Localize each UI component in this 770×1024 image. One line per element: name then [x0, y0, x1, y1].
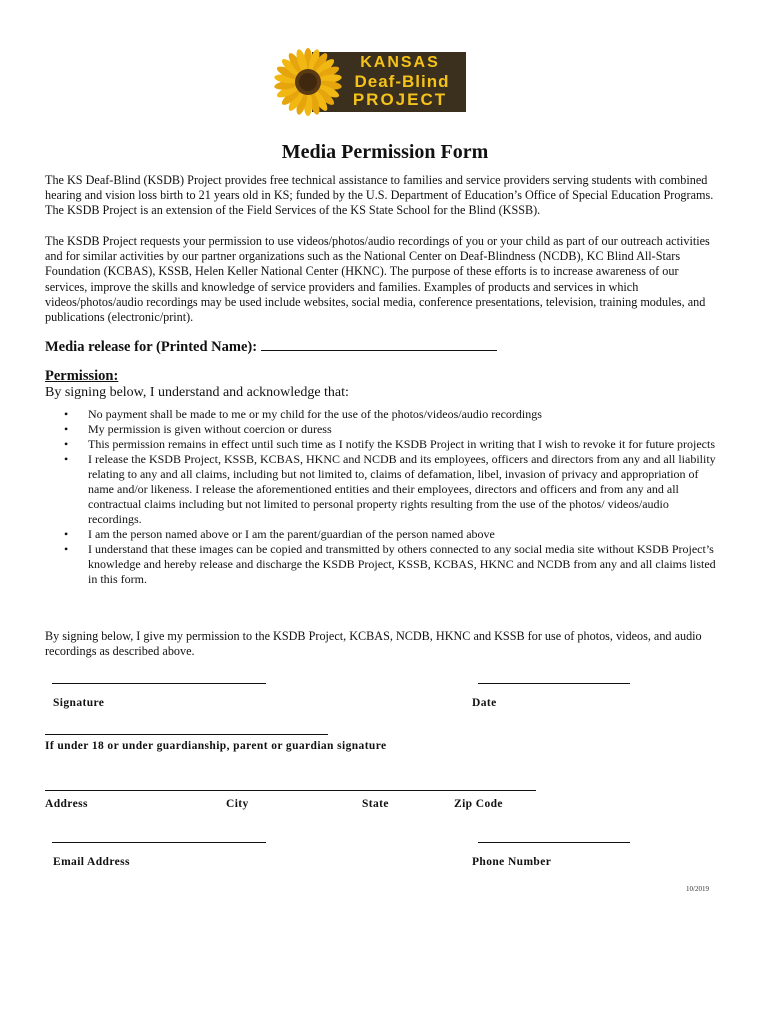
address-line[interactable]: [45, 790, 536, 791]
list-item-text: I release the KSDB Project, KSSB, KCBAS, HKNC and NCDB and its employees, officers and directors from any and all liability relating to any and all claims, including but not limited to, claims of defamation, libel, invasion of privacy and appropriation of name and/or likeness. I release the aforementioned entities and their employees, directors and officers and from any and all contractual claims including but not limited to personal property rights resulting from the use of the photos/ videos/audio recordings.: [88, 452, 716, 526]
list-item-text: I am the person named above or I am the parent/guardian of the person named above: [88, 527, 495, 541]
address-label: Address: [45, 798, 88, 810]
list-item: [45, 437, 725, 452]
email-line[interactable]: [52, 842, 266, 843]
signature-line[interactable]: [52, 683, 266, 684]
page-title: Media Permission Form: [281, 141, 489, 163]
printed-name-field: [45, 338, 497, 356]
ksdb-logo: [272, 46, 466, 118]
phone-line[interactable]: [478, 842, 630, 843]
zip-code-label: Zip Code: [454, 798, 503, 810]
permission-list: [45, 407, 725, 587]
sunflower-icon: [272, 46, 344, 118]
bullet-icon: •: [64, 437, 69, 451]
list-item-text: No payment shall be made to me or my child for the use of the photos/videos/audio recordings: [88, 407, 542, 421]
list-item: [45, 422, 725, 437]
city-label: City: [226, 798, 249, 810]
bullet-icon: •: [64, 422, 69, 436]
logo-line-kansas: KANSAS: [360, 54, 440, 71]
list-item-text: This permission remains in effect until such time as I notify the KSDB Project in writing that I wish to revoke it for future projects: [88, 437, 715, 451]
list-item: [45, 407, 725, 422]
signature-label: Signature: [53, 697, 105, 709]
phone-label: Phone Number: [472, 856, 552, 868]
logo-line-project: PROJECT: [352, 90, 448, 109]
bullet-icon: •: [64, 542, 69, 556]
printed-name-input-line[interactable]: [261, 338, 497, 351]
logo-line-deaf-blind: Deaf-Blind: [354, 72, 450, 91]
request-paragraph: The KSDB Project requests your permission to use videos/photos/audio recordings of you or your child as part of our outreach activities and for similar activities by our partner organizations such as the National Center on Deaf-Blindness (NCDB), KC Blind All-Stars Foundation (KCBAS), KSSB, Helen Keller National Center (HKNC). The purpose of these efforts is to increase awareness of our services, improve the skills and knowledge of service providers and families. Examples of products and services in which videos/photos/audio recordings may be used include websites, social media, conference presentations, television, training modules, and publications (electronic/print).: [45, 234, 710, 325]
intro-paragraph: The KS Deaf-Blind (KSDB) Project provides free technical assistance to families and service providers serving students with combined hearing and vision loss birth to 21 years old in KS; funded by the U.S. Department of Education’s Office of Special Education Programs. The KSDB Project is an extension of the Field Services of the KS State School for the Blind (KSSB).: [45, 173, 714, 218]
date-line[interactable]: [478, 683, 630, 684]
revision-date: 10/2019: [686, 885, 709, 893]
date-label: Date: [472, 697, 497, 709]
list-item: [45, 527, 725, 542]
list-item: [45, 542, 725, 587]
bullet-icon: •: [64, 527, 69, 541]
printed-name-label: Media release for (Printed Name):: [45, 339, 258, 355]
state-label: State: [362, 798, 389, 810]
permission-heading: Permission:: [45, 368, 119, 384]
closing-paragraph: By signing below, I give my permission to the KSDB Project, KCBAS, NCDB, HKNC and KSSB for use of photos, videos, and audio recordings as described above.: [45, 629, 702, 659]
bullet-icon: •: [64, 407, 69, 421]
list-item-text: I understand that these images can be copied and transmitted by others connected to any social media site without KSDB Project’s knowledge and hereby release and discharge the KSDB Project, KSSB, KCBAS, HKNC and NCDB from any and all claims listed in this form.: [88, 542, 716, 586]
guardian-signature-label: If under 18 or under guardianship, parent or guardian signature: [45, 740, 387, 752]
list-item-text: My permission is given without coercion or duress: [88, 422, 332, 436]
bullet-icon: •: [64, 452, 69, 466]
guardian-signature-line[interactable]: [45, 734, 328, 735]
permission-subheading: By signing below, I understand and acknowledge that:: [45, 385, 349, 400]
email-label: Email Address: [53, 856, 130, 868]
list-item: [45, 452, 725, 527]
